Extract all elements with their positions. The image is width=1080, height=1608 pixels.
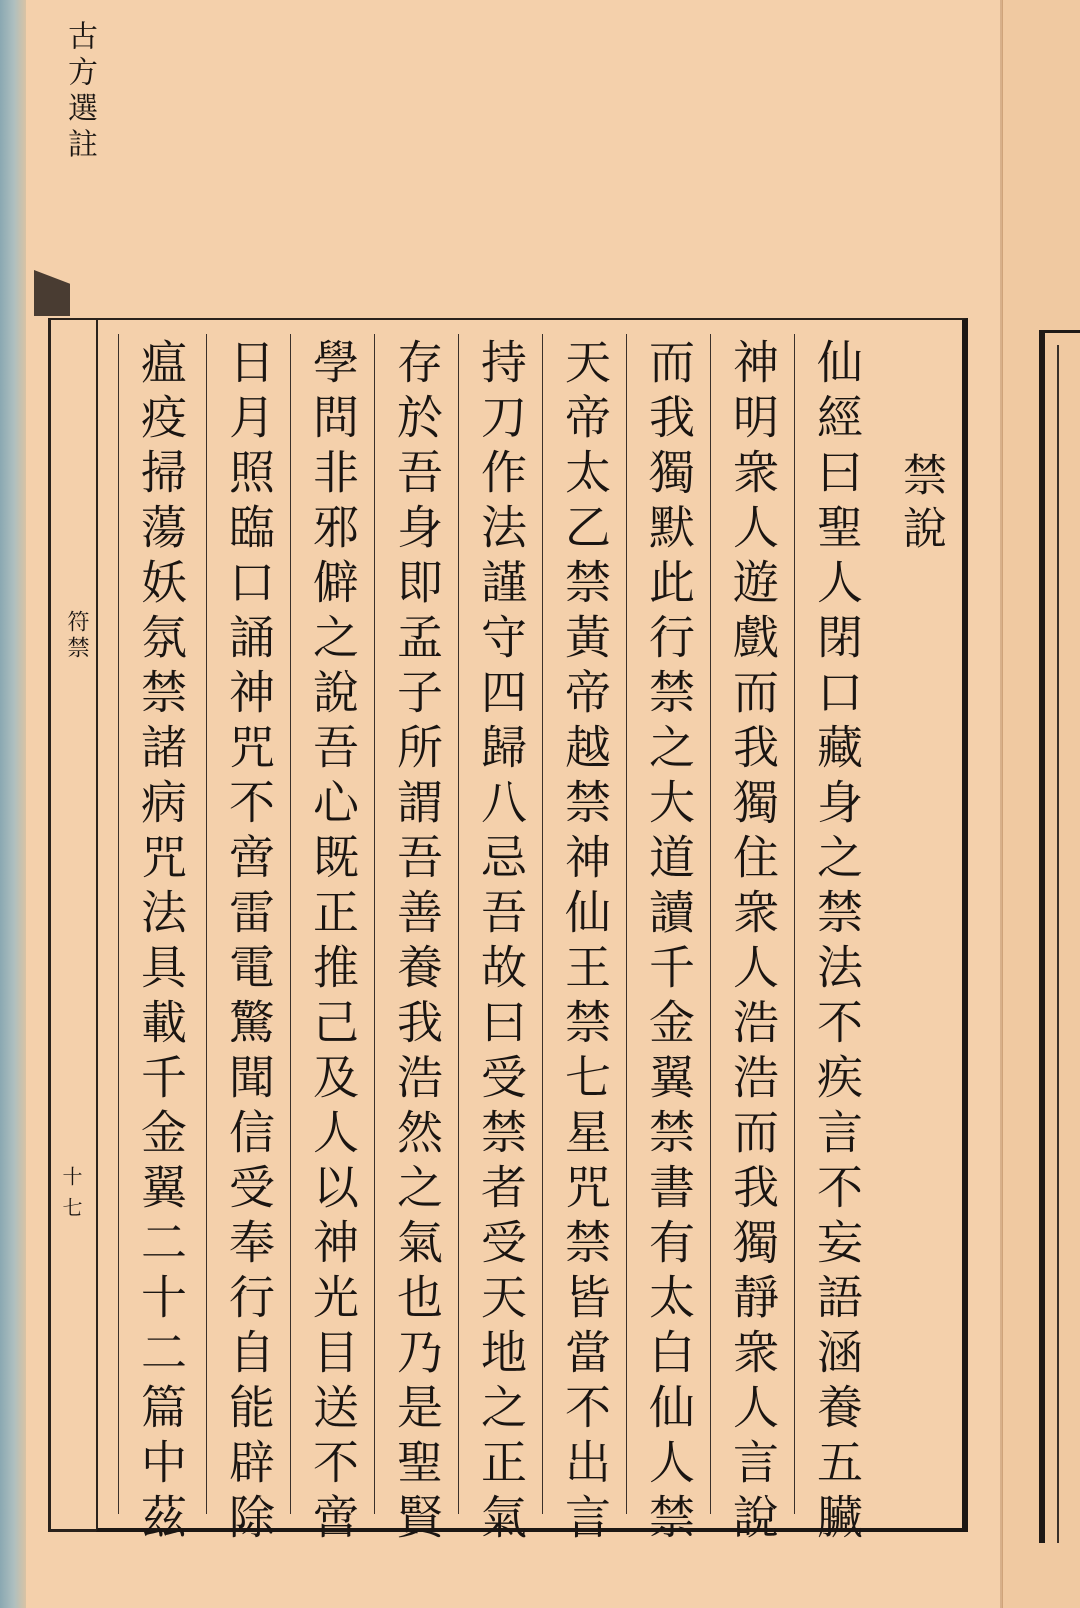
next-page-edge [1002, 0, 1080, 1608]
heading-column [878, 334, 962, 1514]
text-column [458, 334, 542, 1548]
book-spine [0, 0, 26, 1608]
column-text: 仙經曰聖人閉口藏身之禁法不疾言不妄語涵養五臟 [810, 338, 864, 1548]
column-text: 而我獨默此行禁之大道讀千金翼禁書有太白仙人禁 [642, 338, 696, 1548]
section-label: 符禁 [64, 610, 89, 662]
column-text: 神明衆人遊戲而我獨住衆人浩浩而我獨靜衆人言說 [726, 338, 780, 1548]
text-column [290, 334, 374, 1548]
column-text: 學問非邪僻之說吾心既正推己及人以神光目送不啻 [306, 338, 360, 1548]
column-text: 持刀作法謹守四歸八忌吾故曰受禁者受天地之正氣 [474, 338, 528, 1548]
text-frame [96, 318, 968, 1548]
column-text: 天帝太乙禁黃帝越禁神仙王禁七星咒禁皆當不出言 [558, 338, 612, 1548]
fish-tail-mark [34, 270, 70, 316]
text-column [710, 334, 794, 1548]
column-text: 存於吾身即孟子所謂吾善養我浩然之氣也乃是聖賢 [390, 338, 444, 1548]
text-column [206, 334, 290, 1548]
text-column [374, 334, 458, 1548]
text-column [118, 334, 202, 1548]
next-page-frame [1039, 330, 1080, 1543]
page-leaf [26, 0, 1002, 1608]
heading: 禁說 [895, 452, 946, 558]
book-title: 古方選註 [62, 20, 97, 164]
margin-column [48, 20, 97, 1532]
column-text: 瘟疫掃蕩妖氛禁諸病咒法具載千金翼二十二篇中茲 [134, 338, 188, 1548]
text-column [794, 334, 878, 1548]
column-text: 日月照臨口誦神咒不啻雷電驚聞信受奉行自能辟除 [222, 338, 276, 1548]
page-number: 十七 [59, 1166, 83, 1228]
text-column [542, 334, 626, 1548]
text-column [626, 334, 710, 1548]
